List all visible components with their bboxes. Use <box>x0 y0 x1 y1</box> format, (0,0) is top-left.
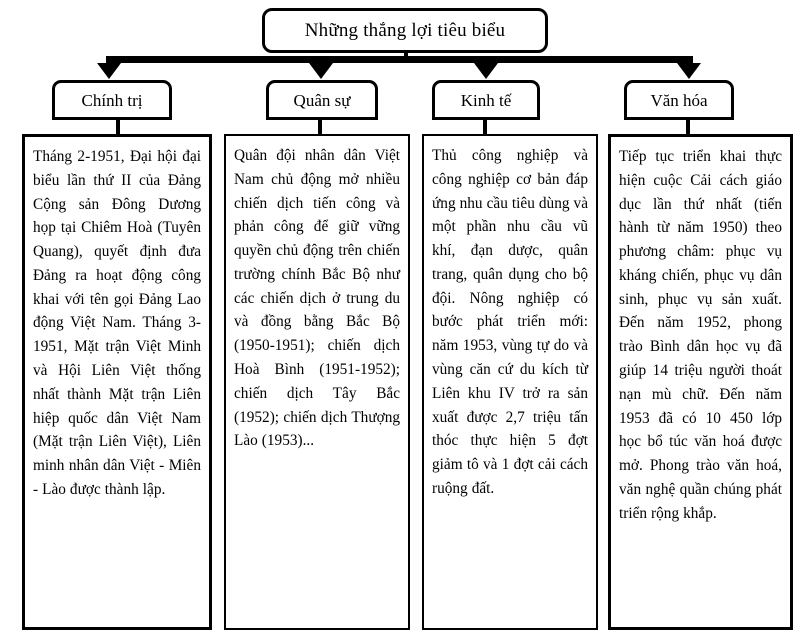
diagram-title-label: Những thắng lợi tiêu biểu <box>304 20 506 41</box>
category-box-van-hoa <box>624 80 734 120</box>
content-text-quan-su: Quân đội nhân dân Việt Nam chủ động mở nhiều chiến dịch tiến công và phản công để giữ vững quyền chủ động trên chiến trường chính Bắc Bộ như các chiến dịch ở trung du và đồng bằng Bắc Bộ (1950-1951); chiến dịch Hoà Bình (1951-1952); chiến dịch Tây Bắc (1952); chiến dịch Thượng Lào (1953)... <box>234 147 400 450</box>
diagram-title-box <box>262 8 548 53</box>
content-box-quan-su <box>224 134 410 630</box>
arrow-down-icon-4 <box>677 63 701 79</box>
content-box-chinh-tri <box>22 134 212 630</box>
content-text-van-hoa: Tiếp tục triển khai thực hiện cuộc Cải cách giáo dục lần thứ nhất (tiến hành từ năm 1950) theo phương châm: phục vụ kháng chiến, phục vụ dân sinh, phục vụ sản xuất. Đến năm 1952, phong trào Bình dân học vụ đã giúp 14 triệu người thoát nạn mù chữ. Đến năm 1953 đã có 10 450 lớp học bổ túc văn hoá được mở. Phong trào văn hoá, văn nghệ quần chúng phát triển rộng khắp. <box>619 148 782 522</box>
arrow-down-icon-3 <box>474 63 498 79</box>
content-text-chinh-tri: Tháng 2-1951, Đại hội đại biểu lần thứ II của Đảng Cộng sản Đông Dương họp tại Chiêm Hoà (Tuyên Quang), quyết định đưa Đảng ra hoạt động công khai với tên gọi Đảng Lao động Việt Nam. Tháng 3-1951, Mặt trận Việt Minh và Hội Liên Việt thống nhất thành Mặt trận Liên hiệp quốc dân Việt Nam (Mặt trận Liên Việt), Liên minh nhân dân Việt - Miên - Lào được thành lập. <box>33 148 201 498</box>
stem-connector-4 <box>686 119 690 135</box>
category-label-quan-su: Quân sự <box>293 90 351 110</box>
stem-connector-1 <box>116 119 120 135</box>
category-label-kinh-te: Kinh tế <box>460 90 512 110</box>
horizontal-connector-bar <box>106 56 693 63</box>
arrow-down-icon-2 <box>309 63 333 79</box>
category-label-chinh-tri: Chính trị <box>81 90 143 110</box>
content-text-kinh-te: Thủ công nghiệp và công nghiệp cơ bản đáp ứng nhu cầu tiêu dùng và một phần nhu cầu vũ khí, đạn dược, quân trang, quân dụng cho bộ đội. Nông nghiệp có bước phát triển mới: năm 1953, vùng tự do và vùng căn cứ du kích từ Liên khu IV trở ra sản xuất được 2,7 triệu tấn thóc thực hiện 5 đợt giảm tô và 1 đợt cải cách ruộng đất. <box>432 147 588 497</box>
category-box-chinh-tri <box>52 80 172 120</box>
category-box-quan-su <box>266 80 378 120</box>
content-box-van-hoa <box>608 134 793 630</box>
category-label-van-hoa: Văn hóa <box>650 90 708 110</box>
stem-connector-2 <box>318 119 322 135</box>
arrow-down-icon-1 <box>97 63 121 79</box>
category-box-kinh-te <box>432 80 540 120</box>
content-box-kinh-te <box>422 134 598 630</box>
stem-connector-3 <box>483 119 487 135</box>
